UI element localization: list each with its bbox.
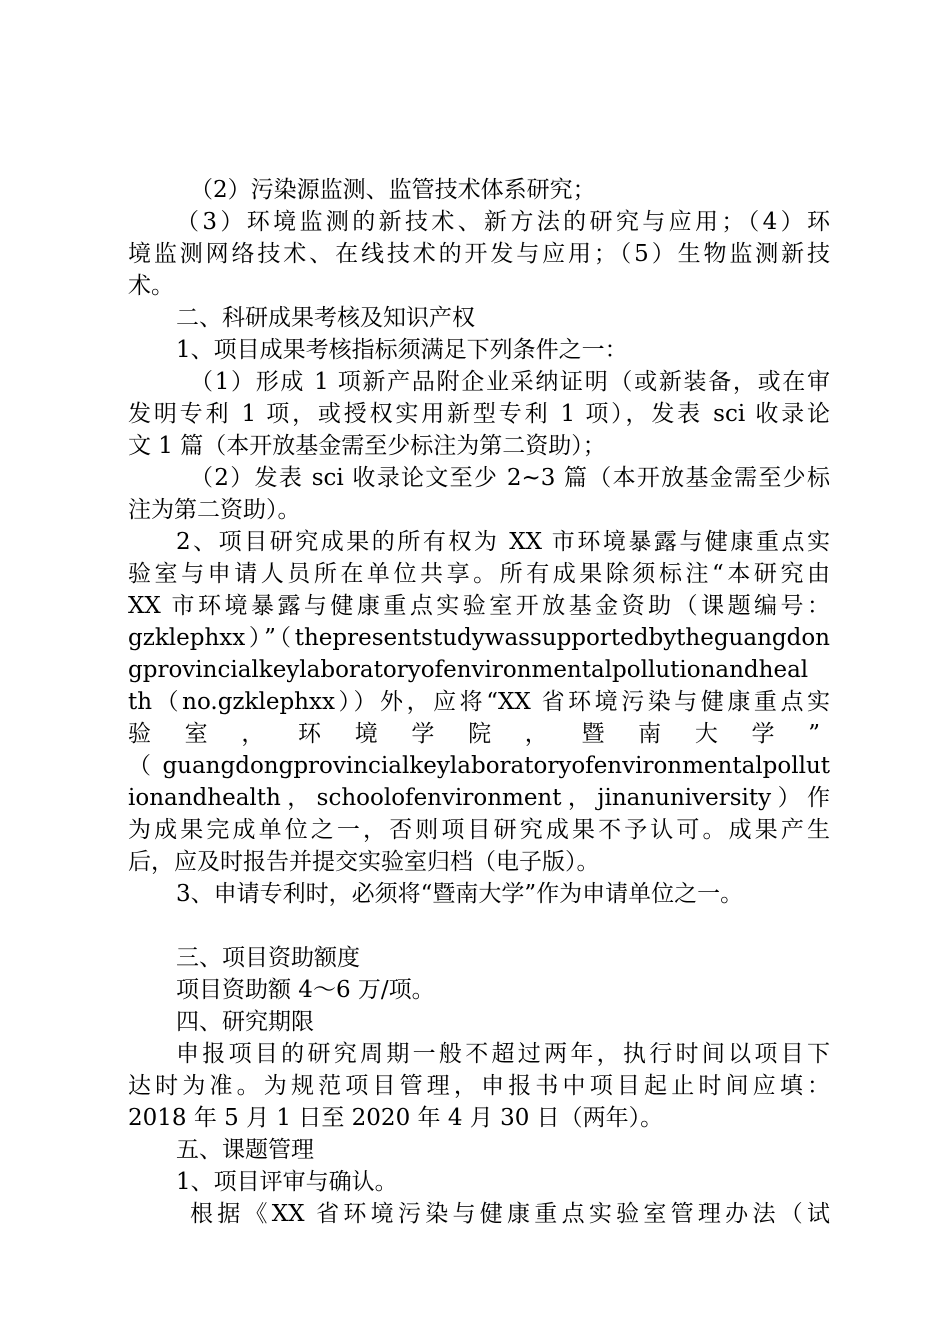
section-heading: 三、项目资助额度 xyxy=(176,945,360,971)
text-line: 文 1 篇（本开放基金需至少标注为第二资助）； xyxy=(128,433,606,459)
text-line: 术。 xyxy=(128,273,174,299)
text-line: th（no.gzklephxx））外，应将“XX 省环境污染与健康重点实 xyxy=(128,689,830,715)
text-line: 为成果完成单位之一，否则项目研究成果不予认可。成果产生 xyxy=(128,817,830,843)
text-line: 后，应及时报告并提交实验室归档（电子版）。 xyxy=(128,849,600,875)
text-line: ionandhealth，schoolofenvironment，jinanuniversity）作 xyxy=(128,785,830,811)
text-line: 发明专利 1 项，或授权实用新型专利 1 项），发表 sci 收录论 xyxy=(128,401,830,427)
text-line: 2、项目研究成果的所有权为 XX 市环境暴露与健康重点实 xyxy=(176,529,830,555)
text-line: 2018 年 5 月 1 日至 2020 年 4 月 30 日（两年）。 xyxy=(128,1105,664,1131)
text-line: 验室，环境学院，暨南大学” xyxy=(128,721,830,747)
text-line: 根据《XX 省环境污染与健康重点实验室管理办法（试 xyxy=(190,1201,830,1227)
text-line: 达时为准。为规范项目管理，申报书中项目起止时间应填： xyxy=(128,1073,830,1099)
text-line: 1、项目评审与确认。 xyxy=(176,1169,398,1195)
text-line: （guangdongprovincialkeylaboratoryofenvironmentalpollut xyxy=(128,753,830,779)
text-line: 申报项目的研究周期一般不超过两年，执行时间以项目下 xyxy=(176,1041,830,1067)
section-heading: 五、课题管理 xyxy=(176,1137,314,1163)
text-line: XX 市环境暴露与健康重点实验室开放基金资助（课题编号： xyxy=(128,593,830,619)
text-line: gzklephxx）”（thepresentstudywassupportedbytheguangdon xyxy=(128,625,830,651)
text-line: 1、项目成果考核指标须满足下列条件之一： xyxy=(176,337,628,363)
text-line: 项目资助额 4～6 万/项。 xyxy=(176,977,435,1003)
text-line: （3）环境监测的新技术、新方法的研究与应用；（4）环 xyxy=(176,209,830,235)
text-line: 验室与申请人员所在单位共享。所有成果除须标注“本研究由 xyxy=(128,561,830,587)
section-heading: 四、研究期限 xyxy=(176,1009,314,1035)
text-line: gprovincialkeylaboratoryofenvironmentalpollutionandheal xyxy=(128,657,809,683)
section-heading: 二、科研成果考核及知识产权 xyxy=(176,305,475,331)
text-line: （2）发表 sci 收录论文至少 2~3 篇（本开放基金需至少标 xyxy=(190,465,830,491)
text-line: 注为第二资助）。 xyxy=(128,497,301,523)
text-line: （1）形成 1 项新产品附企业采纳证明（或新装备，或在审 xyxy=(190,369,830,395)
text-line: （2）污染源监测、监管技术体系研究； xyxy=(190,177,596,203)
text-line: 3、申请专利时，必须将“暨南大学”作为申请单位之一。 xyxy=(176,881,744,907)
text-line: 境监测网络技术、在线技术的开发与应用；（5）生物监测新技 xyxy=(128,241,830,267)
